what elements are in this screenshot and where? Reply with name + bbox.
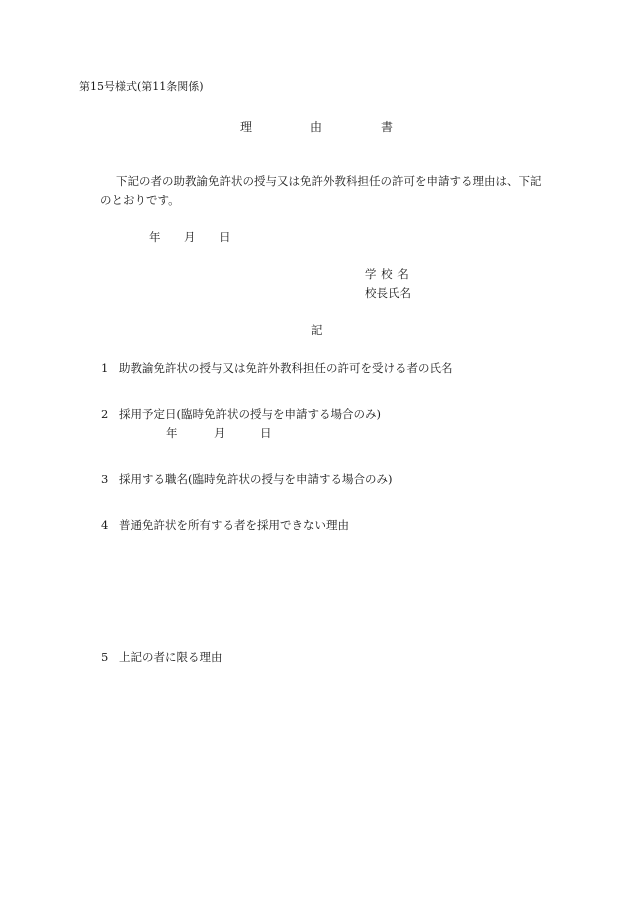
date-day-label: 日	[260, 426, 272, 440]
date-year-label: 年	[149, 230, 161, 244]
application-date	[0, 231, 630, 247]
list-item-5	[101, 651, 223, 665]
item-number: 2	[101, 407, 109, 421]
item-number: 3	[101, 472, 109, 486]
list-item-3	[101, 473, 392, 487]
date-day-label: 日	[219, 230, 231, 244]
item-text: 上記の者に限る理由	[119, 650, 223, 664]
item-text: 助教諭免許状の授与又は免許外教科担任の許可を受ける者の氏名	[119, 361, 453, 375]
item-text: 採用予定日(臨時免許状の授与を申請する場合のみ)	[119, 407, 381, 421]
principal-name-label: 校長氏名	[365, 286, 411, 300]
list-item-4	[101, 519, 349, 533]
body-text-line-1: 下記の者の助教諭免許状の授与又は免許外教科担任の許可を申請する理由は、下記	[116, 174, 542, 188]
item-text: 普通免許状を所有する者を採用できない理由	[119, 518, 349, 532]
title-char-3: 書	[381, 120, 394, 134]
date-month-label: 月	[184, 230, 196, 244]
title-char-2: 由	[310, 120, 323, 134]
list-item-2	[101, 408, 381, 422]
item-number: 4	[101, 518, 109, 532]
document-title	[0, 120, 630, 136]
date-year-label: 年	[166, 426, 178, 440]
school-name-label: 学 校 名	[365, 267, 410, 281]
title-char-1: 理	[240, 120, 253, 134]
item-number: 1	[101, 361, 109, 375]
body-text-line-2: のとおりです。	[100, 193, 180, 207]
ki-heading: 記	[311, 323, 323, 337]
list-item-1	[101, 362, 453, 376]
date-month-label: 月	[214, 426, 226, 440]
scheduled-date	[0, 427, 630, 443]
item-text: 採用する職名(臨時免許状の授与を申請する場合のみ)	[119, 472, 393, 486]
item-number: 5	[101, 650, 109, 664]
form-number: 第15号様式(第11条関係)	[79, 80, 204, 93]
